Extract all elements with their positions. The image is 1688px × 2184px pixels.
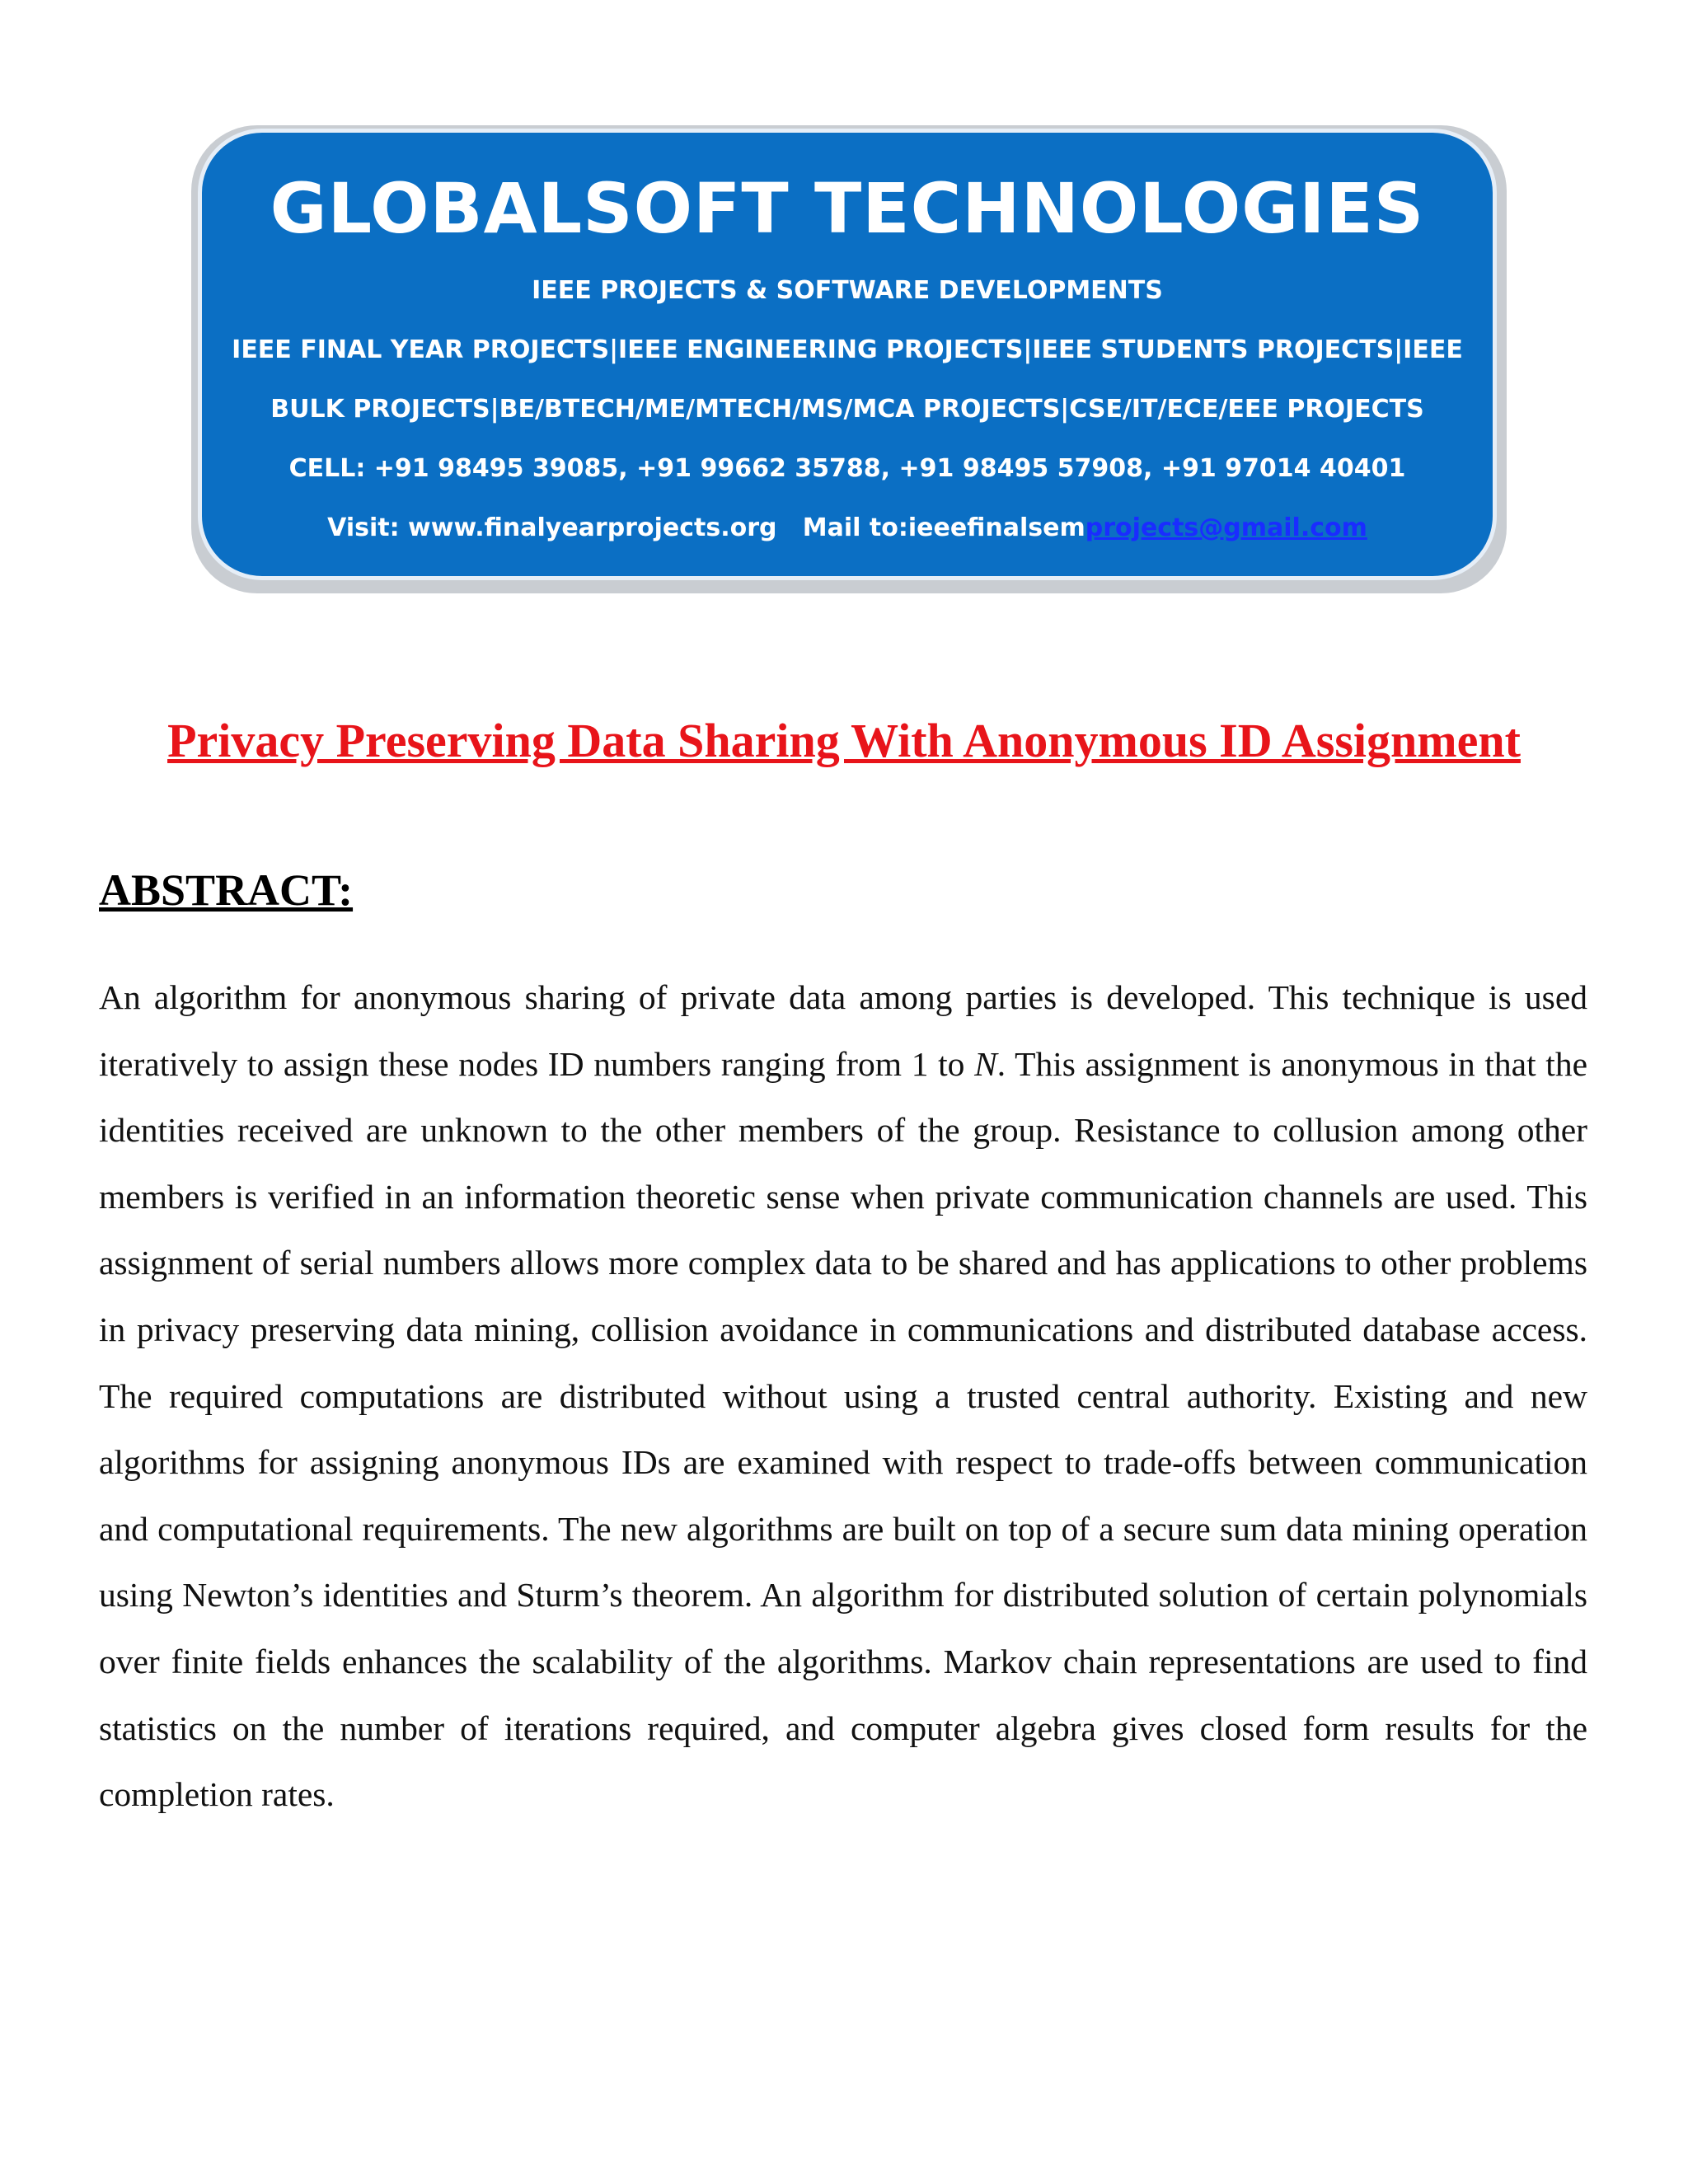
abstract-text-start: An algorithm for anonymous sharing of private data among parties is developed. This technique is used iteratively to assign these nodes ID numbers ranging from 1 to [99, 978, 1587, 1083]
banner-projects-line-2: BULK PROJECTS|BE/BTECH/ME/MTECH/MS/MCA PROJECTS|CSE/IT/ECE/EEE PROJECTS [270, 395, 1424, 424]
banner-contact-line [202, 513, 1493, 543]
document-title: Privacy Preserving Data Sharing With Anonymous ID Assignment [167, 714, 1521, 767]
abstract-heading: ABSTRACT: [99, 865, 354, 915]
banner-phone-numbers: CELL: +91 98495 39085, +91 99662 35788, +91 98495 57908, +91 97014 40401 [288, 454, 1406, 483]
abstract-text-end: . This assignment is anonymous in that the identities received are unknown to the other members of the group. Resistance to collusion among other members is verified in an information theoretic sense when private communication channels are used. This assignment of serial numbers allows more complex data to be shared and has applications to other problems in privacy preserving data mining, collision avoidance in communications and distributed database access. The required computations are distributed without using a trusted central authority. Existing and new algorithms for assigning anonymous IDs are examined with respect to trade-offs between communication and computational requirements. The new algorithms are built on top of a secure sum data mining operation using Newton’s identities and Sturm’s theorem. An algorithm for distributed solution of certain polynomials over finite fields enhances the scalability of the algorithms. Markov chain representations are used to find statistics on the number of iterations required, and computer algebra gives closed form results for the completion rates. [99, 1044, 1587, 1814]
company-banner [198, 129, 1497, 580]
abstract-variable-n: N [974, 1044, 997, 1083]
abstract-paragraph [99, 964, 1587, 1828]
visit-and-mail-text: Visit: www.finalyearprojects.org Mail to:ieeefinalsem [327, 513, 1085, 542]
banner-projects-line-1: IEEE FINAL YEAR PROJECTS|IEEE ENGINEERING PROJECTS|IEEE STUDENTS PROJECTS|IEEE [232, 335, 1463, 364]
email-link[interactable]: projects@gmail.com [1085, 513, 1367, 542]
banner-tagline: IEEE PROJECTS & SOFTWARE DEVELOPMENTS [532, 276, 1163, 305]
company-name: GLOBALSOFT TECHNOLOGIES [270, 168, 1425, 249]
